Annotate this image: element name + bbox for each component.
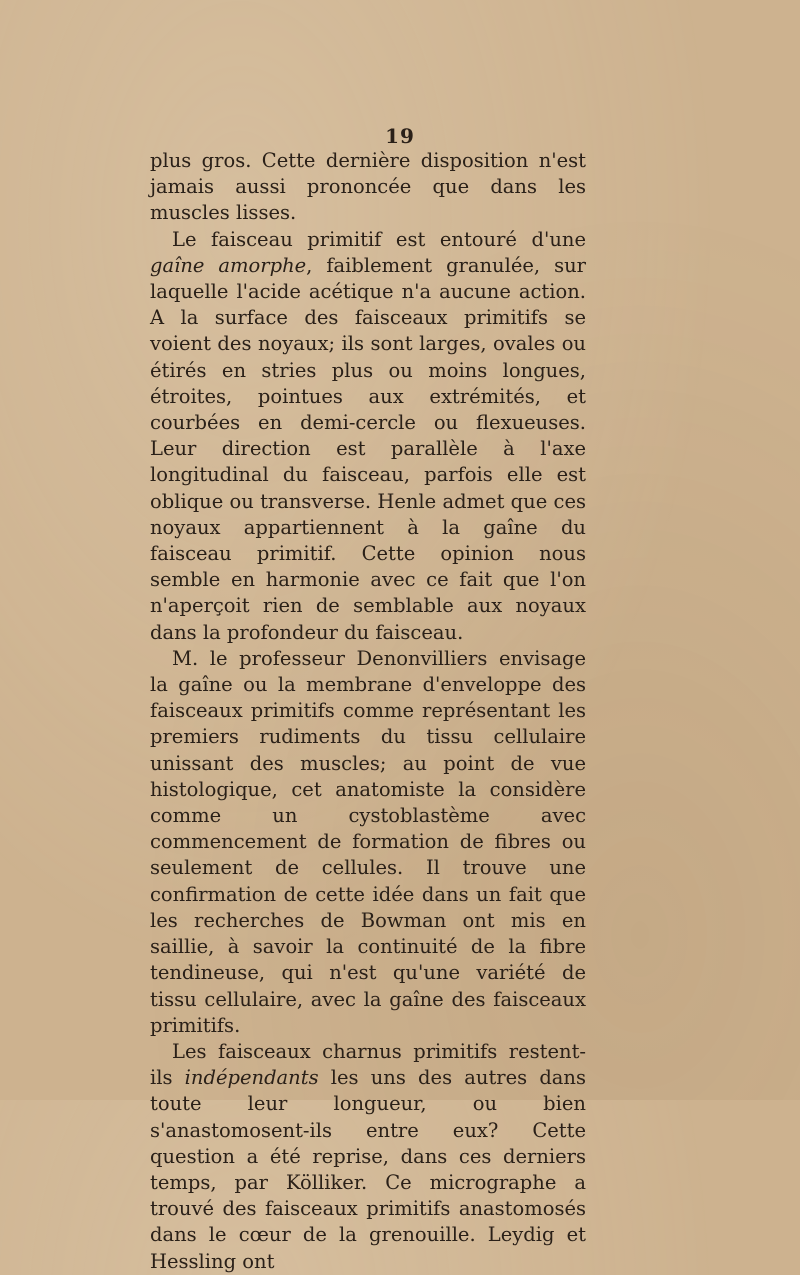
- paragraph-2-text-start: Le faisceau primitif est entouré d'une: [172, 227, 586, 251]
- paragraph-4-text-start: Les faisceaux charnus primitifs restent-ils: [150, 1039, 586, 1090]
- paragraph-4-text-end: les uns des autres dans toute leur longueur, ou bien s'anastomosent-ils entre eux? Cette question a été reprise, dans ces derniers temps, par Kölliker. Ce micrographe a trouvé des faisceaux primitifs anastomosés dans le cœur de la grenouille. Leydig et Hessling ont: [150, 1066, 586, 1273]
- paragraph-2-italic-term: gaîne amorphe: [150, 253, 307, 277]
- paragraph-2-text-end: , faiblement granulée, sur laquelle l'acide acétique n'a aucune action. A la surface des faisceaux primitifs se voient des noyaux; ils sont larges, ovales ou étirés en stries plus ou moins longues, étroites, pointues aux extrémités, et courbées en demi-cercle ou flexueuses. Leur direction est parallèle à l'axe longitudinal du faisceau, parfois elle est oblique ou transverse. Henle admet que ces noyaux appartiennent à la gaîne du faisceau primitif. Cette opinion nous semble en harmonie avec ce fait que l'on n'aperçoit rien de semblable aux noyaux dans la profondeur du faisceau.: [150, 253, 586, 644]
- paragraph-3: M. le professeur Denonvilliers envisage la gaîne ou la membrane d'enveloppe des faisceaux primitifs comme représentant les premiers rudiments du tissu cellulaire unissant des muscles; au point de vue histologique, cet anatomiste la considère comme un cystoblastème avec commencement de formation de fibres ou seulement de cellules. Il trouve une confirmation de cette idée dans un fait que les recherches de Bowman ont mis en saillie, à savoir la continuité de la fibre tendineuse, qui n'est qu'une variété de tissu cellulaire, avec la gaîne des faisceaux primitifs.: [150, 646, 586, 1037]
- body-text: [150, 148, 586, 1275]
- paragraph-4: [150, 1039, 586, 1275]
- page-number: 19: [385, 124, 415, 148]
- paragraph-1: plus gros. Cette dernière disposition n'est jamais aussi prononcée que dans les muscles lisses.: [150, 149, 586, 225]
- paragraph-2: [150, 227, 586, 646]
- paragraph-4-italic-term: indépendants: [184, 1066, 319, 1090]
